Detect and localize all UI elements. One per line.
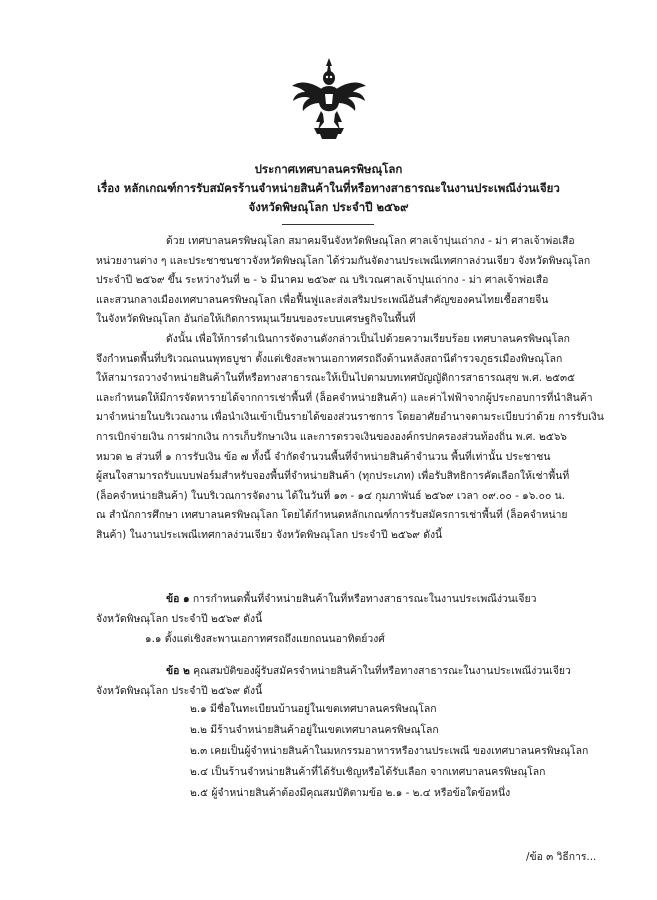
- paragraph-line: ในจังหวัดพิษณุโลก อันก่อให้เกิดการหมุนเวียนของระบบเศรษฐกิจในพื้นที่: [96, 313, 416, 326]
- clause-1-text: การกำหนดพื้นที่จำหน่ายสินค้าในที่หรือทางสาธารณะในงานประเพณีง่วนเจียว: [192, 593, 537, 605]
- paragraph-line: หมวด ๒ ส่วนที่ ๑ การรับเงิน ข้อ ๗ ทั้งนี้ จำกัดจำนวนพื้นที่จำหน่ายสินค้าจำนวน พื้นที่เท่านั้น ประชาชน: [96, 450, 551, 463]
- paragraph-line: ด้วย เทศบาลนครพิษณุโลก สมาคมจีนจังหวัดพิษณุโลก ศาลเจ้าปุนเถ่ากง - ม่า ศาลเจ้าพ่อเสือ: [166, 235, 575, 247]
- clause-2-item: ๒.๑ มีชื่อในทะเบียนบ้านอยู่ในเขตเทศบาลนครพิษณุโลก: [190, 703, 437, 715]
- paragraph-line: ผู้สนใจสามารถรับแบบฟอร์มสำหรับจองพื้นที่จำหน่ายสินค้า (ทุกประเภท) เพื่อรับสิทธิการคัดเลือกให้เช่าพื้นที่: [96, 470, 570, 483]
- garuda-emblem-icon: [290, 56, 368, 140]
- paragraph-line: สินค้า) ในงานประเพณีเทศกาลง่วนเจียว จังหวัดพิษณุโลก ประจำปี ๒๕๖๙ ดังนี้: [96, 528, 443, 541]
- paragraph-line: ให้สามารถวางจำหน่ายสินค้าในที่หรือทางสาธารณะให้เป็นไปตามบทเทศบัญญัติการสาธารณสุข พ.ศ. ๒๕๓๕: [96, 372, 576, 385]
- clause-1: [96, 590, 612, 629]
- paragraph-line: หน่วยงานต่าง ๆ และประชาชนชาวจังหวัดพิษณุโลก ได้ร่วมกันจัดงานประเพณีเทศกาลง่วนเจียว จังหวัดพิษณุโลก: [96, 254, 591, 267]
- clause-1-continuation: จังหวัดพิษณุโลก ประจำปี ๒๕๖๙ ดังนี้: [96, 612, 263, 625]
- clause-2-item: ๒.๔ เป็นร้านจำหน่ายสินค้าที่ได้รับเชิญหรือได้รับเลือก จากเทศบาลนครพิษณุโลก: [190, 766, 546, 778]
- paragraph-line: ณ สำนักการศึกษา เทศบาลนครพิษณุโลก โดยได้กำหนดหลักเกณฑ์การรับสมัครการเช่าพื้นที่ (ล็อคจำหน่าย: [96, 509, 568, 522]
- intro-paragraph: [96, 232, 612, 330]
- paragraph-line: (ล็อคจำหน่ายสินค้า) ในบริเวณการจัดงาน ได้ในวันที่ ๑๓ - ๑๔ กุมภาพันธ์ ๒๕๖๙ เวลา ๐๙.๐๐ - ๑๖.๐๐ น.: [96, 489, 566, 502]
- paragraph-line: และกำหนดให้มีการจัดหารายได้จากการเช่าพื้นที่ (ล็อคจำหน่ายสินค้า) และค่าไฟฟ้าจากผู้ประกอบการที่นำสินค้า: [96, 391, 593, 404]
- paragraph-line: มาจำหน่ายในบริเวณงาน เพื่อนำเงินเข้าเป็นรายได้ของส่วนราชการ โดยอาศัยอำนาจตามระเบียบว่าด้วย การรับเงิน: [96, 411, 604, 424]
- paragraph-line: การเบิกจ่ายเงิน การฝากเงิน การเก็บรักษาเงิน และการตรวจเงินขององค์กรปกครองส่วนท้องถิ่น พ.ศ. ๒๕๖๖: [96, 430, 567, 443]
- clause-2-label: ข้อ ๒: [166, 665, 190, 677]
- paragraph-line: ประจำปี ๒๕๖๙ ขึ้น ระหว่างวันที่ ๒ - ๖ มีนาคม ๒๕๖๙ ณ บริเวณศาลเจ้าปุนเถ่ากง - ม่า ศาลเจ้าพ่อเสือ: [96, 274, 549, 287]
- clause-1-label: ข้อ ๑: [166, 593, 190, 605]
- clause-2-text: คุณสมบัติของผู้รับสมัครจำหน่ายสินค้าในที่หรือทางสาธารณะในงานประเพณีง่วนเจียว: [193, 665, 571, 677]
- title-divider: [282, 224, 374, 225]
- clause-2-item: ๒.๕ ผู้จำหน่ายสินค้าต้องมีคุณสมบัติตามข้อ ๒.๑ - ๒.๔ หรือข้อใดข้อหนึ่ง: [190, 787, 511, 799]
- clause-1-item: ๑.๑ ตั้งแต่เชิงสะพานเอกาทศรถถึงแยกถนนอาทิตย์วงศ์: [145, 633, 385, 645]
- purpose-paragraph: [96, 330, 612, 546]
- clause-2-continuation: จังหวัดพิษณุโลก ประจำปี ๒๕๖๙ ดังนี้: [96, 684, 263, 697]
- announcement-title: ประกาศเทศบาลนครพิษณุโลก: [254, 162, 403, 176]
- clause-2-item: ๒.๓ เคยเป็นผู้จำหน่ายสินค้าในมหกรรมอาหารหรืองานประเพณี ของเทศบาลนครพิษณุโลก: [190, 745, 589, 757]
- clause-1-line: [96, 590, 612, 610]
- announcement-year: จังหวัดพิษณุโลก ประจำปี ๒๕๖๙: [248, 200, 409, 214]
- paragraph-line: จึงกำหนดพื้นที่บริเวณถนนพุทธบูชา ตั้งแต่เชิงสะพานเอกาทศรถถึงด้านหลังสถานีตำรวจภูธรเมืองพิษณุโลก: [96, 352, 563, 365]
- clause-2-line: [96, 662, 612, 682]
- announcement-subject: เรื่อง หลักเกณฑ์การรับสมัครร้านจำหน่ายสินค้าในที่หรือทางสาธารณะในงานประเพณีง่วนเจียว: [97, 181, 560, 195]
- paragraph-line: และสวนกลางเมืองเทศบาลนครพิษณุโลก เพื่อฟื้นฟูและส่งเสริมประเพณีอันสำคัญของคนไทยเชื้อสายจีน: [96, 293, 549, 306]
- clause-2-item: ๒.๒ มีร้านจำหน่ายสินค้าอยู่ในเขตเทศบาลนครพิษณุโลก: [190, 724, 439, 736]
- clause-2: [96, 662, 612, 701]
- paragraph-line: ดังนั้น เพื่อให้การดำเนินการจัดงานดังกล่าวเป็นไปด้วยความเรียบร้อย เทศบาลนครพิษณุโลก: [166, 333, 570, 345]
- continuation-note: /ข้อ ๓ วิธีการ...: [526, 851, 597, 863]
